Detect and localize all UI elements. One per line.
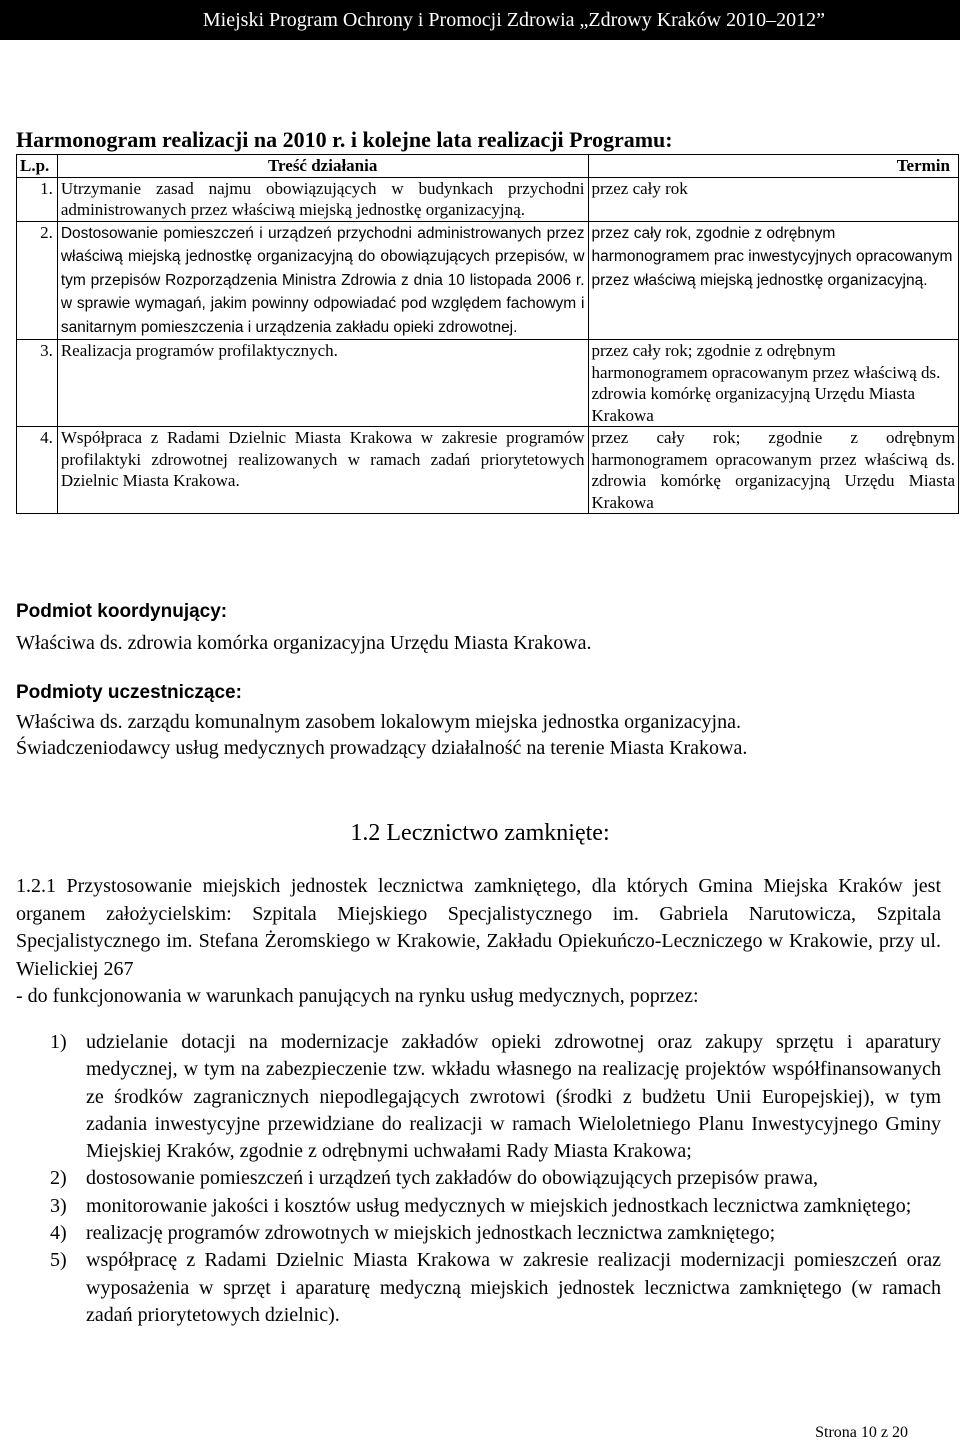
list-item-number: 4) [50,1222,67,1245]
column-header-term: Termin [588,155,958,178]
coordinator-label: Podmiot koordynujący: [16,601,228,622]
measures-list [50,1029,941,1329]
list-item-text: współpracę z Radami Dzielnic Miasta Krakowa w zakresie realizacji modernizacji pomieszczeń oraz wyposażenia w sprzęt i aparaturę medyczną miejskich jednostek lecznictwa zamkniętego (w ramach zadań priorytetowych dzielnic). [86,1249,941,1326]
list-item-number: 1) [50,1031,67,1053]
list-item [50,1193,941,1220]
row-number: 3. [17,340,58,427]
row-number: 1. [17,177,58,221]
coordinator-text: Właściwa ds. zdrowia komórka organizacyjna Urzędu Miasta Krakowa. [16,632,592,654]
document-header [0,0,960,40]
list-item-text: monitorowanie jakości i kosztów usług medycznych w miejskich jednostkach lecznictwa zamkniętego; [86,1194,912,1217]
dash-line: - do funkcjonowania w warunkach panujących na rynku usług medycznych, poprzez: [16,985,699,1007]
table-row [17,340,959,427]
table-row [17,221,959,340]
list-item-text: realizację programów zdrowotnych w miejskich jednostkach lecznictwa zamkniętego; [86,1222,776,1245]
column-header-activity: Treść działania [57,155,588,178]
row-activity: Dostosowanie pomieszczeń i urządzeń przychodni administrowanych przez właściwą miejską jednostkę organizacyjną do obowiązujących przepisów, w tym przepisów Rozporządzenia Ministra Zdrowia z dnia 10 listopada 2006 r. w sprawie wymagań, jakim powinny odpowiadać pod względem fachowym i sanitarnym pomieszczenia i urządzenia zakładu opieki zdrowotnej. [57,221,588,340]
list-item-number: 2) [50,1167,67,1190]
list-item [50,1029,941,1165]
schedule-table [16,154,959,514]
table-header-row [17,155,959,178]
participant-line: Właściwa ds. zarządu komunalnym zasobem lokalowym miejska jednostka organizacyjna. [16,711,741,733]
row-number: 2. [17,221,58,340]
row-activity: Współpraca z Radami Dzielnic Miasta Krakowa w zakresie programów profilaktyki zdrowotnej realizowanych w ramach zadań priorytetowych Dzielnic Miasta Krakowa. [57,427,588,514]
list-item [50,1220,941,1247]
row-term: przez cały rok, zgodnie z odrębnym harmonogramem prac inwestycyjnych opracowanym przez właściwą miejską jednostkę organizacyjną. [588,221,958,340]
row-activity: Utrzymanie zasad najmu obowiązujących w budynkach przychodni administrowanych przez właściwą miejską jednostkę organizacyjną. [57,177,588,221]
column-header-lp: L.p. [17,155,58,178]
row-number: 4. [17,427,58,514]
section-paragraph: 1.2.1 Przystosowanie miejskich jednostek lecznictwa zamkniętego, dla których Gmina Miejska Kraków jest organem założycielskim: Szpitala Miejskiego Specjalistycznego im. Gabriela Narutowicza, Szpitala Specjalistycznego im. Stefana Żeromskiego w Krakowie, Zakładu Opiekuńczo-Leczniczego w Krakowie, przy ul. Wielickiej 267 [16,875,941,980]
row-term: przez cały rok; zgodnie z odrębnym harmonogramem opracowanym przez właściwą ds. zdrowia komórkę organizacyjną Urzędu Miasta Krakowa [588,340,958,427]
section-title: 1.2 Lecznictwo zamknięte: [350,820,610,846]
row-term: przez cały rok; zgodnie z odrębnym harmonogramem opracowanym przez właściwą ds. zdrowia komórkę organizacyjną Urzędu Miasta Krakowa [588,427,958,514]
list-item-text: udzielanie dotacji na modernizacje zakładów opieki zdrowotnej oraz zakupy sprzętu i aparatury medycznej, w tym na zabezpieczenie tzw. wkładu własnego na realizację projektów współfinansowanych ze środków zagranicznych niepodlegających zwrotowi (środki z budżetu Unii Europejskiej), w tym zadania inwestycyjne przewidziane do realizacji w ramach Wieloletniego Planu Inwestycyjnego Gminy Miejskiej Kraków, zgodnie z odrębnymi uchwałami Rady Miasta Krakowa; [86,1031,941,1163]
schedule-heading: Harmonogram realizacji na 2010 r. i kolejne lata realizacji Programu: [16,127,673,152]
participants-label: Podmioty uczestniczące: [16,682,242,703]
row-term: przez cały rok [588,177,958,221]
table-row [17,427,959,514]
row-activity: Realizacja programów profilaktycznych. [57,340,588,427]
list-item [50,1247,941,1329]
list-item-text: dostosowanie pomieszczeń i urządzeń tych zakładów do obowiązujących przepisów prawa, [86,1167,818,1190]
list-item [50,1165,941,1192]
table-row [17,177,959,221]
list-item-number: 5) [50,1249,67,1272]
page-number: Strona 10 z 20 [815,1424,908,1441]
participant-line: Świadczeniodawcy usług medycznych prowadzący działalność na terenie Miasta Krakowa. [16,737,748,759]
list-item-number: 3) [50,1194,67,1217]
document-header-title: Miejski Program Ochrony i Promocji Zdrowia „Zdrowy Kraków 2010–2012” [202,9,825,31]
